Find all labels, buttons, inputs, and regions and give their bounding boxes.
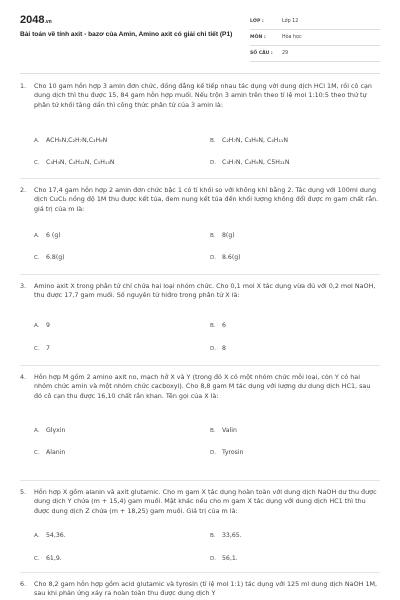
option-b[interactable] [210, 232, 235, 239]
option-text: 6.8(g) [46, 254, 65, 261]
question-number: 2. [20, 186, 27, 194]
question-divider [20, 572, 380, 573]
option-letter: C. [34, 160, 40, 166]
info-value: Hóa học [282, 35, 302, 40]
option-letter: D. [210, 556, 217, 562]
option-text: 6 [222, 322, 226, 329]
option-letter: A. [34, 533, 40, 539]
option-letter: A. [34, 138, 40, 144]
option-c[interactable] [34, 555, 62, 562]
option-text: ACH₅N,C₂H₇N,C₃H₉N [46, 137, 108, 144]
option-text: 8(g) [222, 232, 235, 239]
option-letter: B. [210, 428, 216, 434]
option-a[interactable] [34, 532, 66, 539]
info-value: 29 [282, 51, 289, 56]
option-b[interactable] [210, 532, 242, 539]
question-divider [20, 365, 380, 366]
info-value: Lớp 12 [282, 19, 299, 24]
option-text: 33,65. [222, 532, 242, 539]
option-c[interactable] [34, 254, 65, 261]
option-b[interactable] [210, 427, 237, 434]
option-d[interactable] [210, 555, 238, 562]
option-d[interactable] [210, 449, 244, 456]
option-text: 8 [222, 345, 226, 352]
option-letter: D. [210, 346, 217, 352]
option-b[interactable] [210, 137, 288, 144]
option-a[interactable] [34, 427, 65, 434]
question-number: 4. [20, 373, 27, 381]
option-text: C₃H₇N, C₄H₉N, C5H₁₁N [222, 159, 290, 166]
option-letter: B. [210, 323, 216, 329]
option-c[interactable] [34, 449, 65, 456]
info-box [250, 14, 380, 62]
option-letter: C. [34, 556, 40, 562]
option-letter: B. [210, 138, 216, 144]
logo-main: 2048 [20, 14, 45, 26]
option-b[interactable] [210, 322, 226, 329]
site-logo[interactable] [20, 14, 52, 26]
info-row-class [250, 14, 380, 30]
option-text: C₂H₇N, C₃H₉N, C₄H₁₁N [222, 137, 289, 144]
question-text: Amino axit X trong phân tử chỉ chứa hai loại nhóm chức. Cho 0,1 mol X tác dụng vừa đủ với 0,2 mol NaOH, thu được 17,7 gam muối. Số nguyên tử hiđro trong phân tử X là: [34, 282, 376, 300]
option-letter: D. [210, 160, 217, 166]
option-text: 61,9. [46, 555, 62, 562]
question-text: Cho 17,4 gam hỗn hợp 2 amin đơn chức bậc 1 có tỉ khối so với không khí bằng 2. Tác dụng với 100ml dung dịch CuCl₂ nồng độ 1M thu được kết tủa, đem nung kết tủa đến khối lượng không đổi được m gam chất rắn. giá trị của m là: [34, 186, 379, 213]
option-text: 7 [46, 345, 50, 352]
question-number: 3. [20, 282, 27, 290]
question-divider [20, 480, 380, 481]
option-c[interactable] [34, 345, 50, 352]
question-text: Cho 8,2 gam hỗn hợp gồm acid glutamic và tyrosin (tỉ lệ mol 1:1) tác dụng với 125 ml dung dịch NaOH 1M, sau khi phản ứng xảy ra hoàn toàn thu được dung dịch Y [34, 580, 378, 598]
option-letter: C. [34, 450, 40, 456]
option-text: 54,36. [46, 532, 66, 539]
option-letter: C. [34, 346, 40, 352]
option-text: C₃H₉N, C₄H₁₁N, C₅H₁₃N [46, 159, 115, 166]
option-letter: A. [34, 428, 40, 434]
option-d[interactable] [210, 254, 241, 261]
option-d[interactable] [210, 345, 226, 352]
option-d[interactable] [210, 159, 290, 166]
option-text: Valin [222, 427, 237, 434]
option-text: 56,1. [222, 555, 238, 562]
option-a[interactable] [34, 322, 50, 329]
option-letter: A. [34, 233, 40, 239]
option-letter: D. [210, 450, 217, 456]
logo-suffix: .vn [44, 19, 52, 25]
option-letter: B. [210, 533, 216, 539]
question-divider [20, 274, 380, 275]
option-text: Glyxin [46, 427, 66, 434]
info-label: SỐ CÂU : [250, 51, 273, 56]
question-number: 1. [20, 82, 27, 90]
info-label: MÔN : [250, 35, 266, 40]
question-number: 6. [20, 580, 27, 588]
option-text: 8.6(g) [222, 254, 241, 261]
option-letter: D. [210, 255, 217, 261]
info-row-count [250, 46, 380, 62]
option-a[interactable] [34, 137, 107, 144]
info-row-subject [250, 30, 380, 46]
question-text: Cho 10 gam hỗn hợp 3 amin đơn chức, đồng đẳng kế tiếp nhau tác dụng với dung dịch HCl 1M, rồi cô cạn dung dịch thì thu được 15, 84 gam hỗn hợp muối. Nếu trộn 3 amin trên theo tỉ lệ mol 1:10:5 theo thứ tự phân tử khối tăng dần thì công thức phân tử của 3 amin là: [34, 82, 372, 109]
option-letter: C. [34, 255, 40, 261]
option-letter: A. [34, 323, 40, 329]
page-title: Bài toán về tính axit - bazơ của Amin, Amino axit có giải chi tiết (P1) [20, 31, 233, 38]
option-a[interactable] [34, 232, 61, 239]
question-divider [20, 178, 380, 179]
question-number: 5. [20, 488, 27, 496]
question-text: Hỗn hợp M gồm 2 amino axit no, mạch hở X và Y (trong đó X có một nhóm chức mỗi loại, còn Y có hai nhóm chức amin và một nhóm chức cacboxyl). Cho 8,8 gam M tác dụng với lượng dư dung dịch HC1, sau đó cô cạn thu được 16,10 chất rắn khan. Tên gọi của X là: [34, 373, 371, 400]
option-text: 6 (g) [46, 232, 61, 239]
option-letter: B. [210, 233, 216, 239]
option-text: Alanin [46, 449, 66, 456]
option-text: Tyrosin [222, 449, 244, 456]
option-c[interactable] [34, 159, 115, 166]
question-text: Hỗn hợp X gồm alanin và axit glutamic. Cho m gam X tác dụng hoàn toàn với dung dịch NaOH dư thu được dung dịch Y chứa (m + 15,4) gam muối. Mặt khác nếu cho m gam X tác dụng với dung dịch HC1 thì thu được dung dịch Z chứa (m + 18,25) gam muối. Giá trị của m là: [34, 488, 377, 515]
header-divider [20, 73, 380, 74]
header [0, 0, 400, 64]
option-text: 9 [46, 322, 50, 329]
info-label: LỚP : [250, 19, 264, 24]
